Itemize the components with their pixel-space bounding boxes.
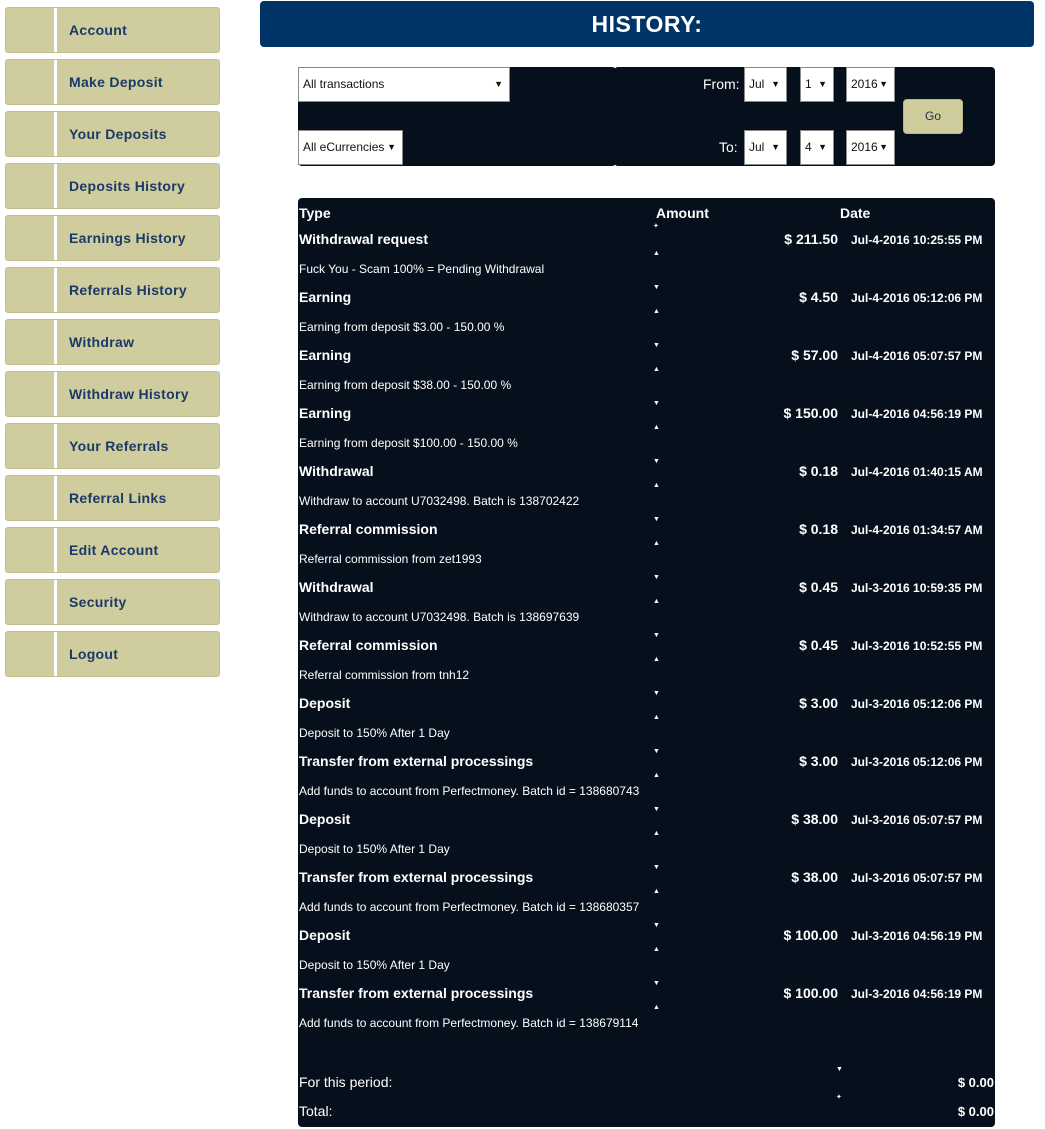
row-type: Earning [299,347,352,363]
cell-joint-mark: ▲ [653,308,660,315]
cell-joint-mark: ✦ [653,223,659,230]
menu-icon-slot [6,112,57,156]
cell-joint-mark: ▲ [653,714,660,721]
cell-joint-mark: ▼ [653,632,660,639]
table-row [298,574,995,632]
row-type: Withdrawal [299,579,374,595]
sidebar-item-security[interactable] [5,579,220,625]
cell-joint-mark: ▼ [653,400,660,407]
from-year-select[interactable] [846,67,895,102]
transaction-type-select[interactable] [298,67,510,102]
row-type: Withdrawal [299,463,374,479]
cell-joint-mark: ▼ [653,458,660,465]
cell-joint-mark: ▲ [653,366,660,373]
sidebar-item-label: Logout [69,646,119,662]
row-date: Jul-3-2016 05:07:57 PM [851,871,983,885]
sidebar-item-label: Referral Links [69,490,167,506]
menu-icon-slot [6,320,57,364]
ecurrency-value: All eCurrencies [303,140,385,154]
row-description: Add funds to account from Perfectmoney. Batch id = 138679114 [299,1016,639,1030]
menu-icon-slot [6,216,57,260]
sidebar-item-account[interactable] [5,7,220,53]
row-date: Jul-3-2016 05:12:06 PM [851,697,983,711]
row-type: Earning [299,405,352,421]
row-description: Add funds to account from Perfectmoney. Batch id = 138680357 [299,900,640,914]
menu-icon-slot [6,424,57,468]
row-type: Withdrawal request [299,231,429,247]
table-row [298,980,995,1038]
row-date: Jul-4-2016 10:25:55 PM [851,233,983,247]
cell-joint-mark: ▲ [653,888,660,895]
menu-icon-slot [6,164,57,208]
sidebar-item-label: Your Referrals [69,438,169,454]
cell-joint-mark: ▼ [653,342,660,349]
row-amount: $ 150.00 [783,405,838,421]
row-type: Earning [299,289,352,305]
row-description: Referral commission from tnh12 [299,668,470,682]
from-day-value: 1 [805,77,812,91]
menu-icon-slot [6,580,57,624]
sidebar-item-label: Make Deposit [69,74,163,90]
row-date: Jul-4-2016 01:40:15 AM [851,465,983,479]
row-amount: $ 0.45 [799,637,838,653]
table-row [298,864,995,922]
menu-icon-slot [6,60,57,104]
sidebar-item-withdraw[interactable] [5,319,220,365]
cell-joint-mark: ▲ [653,772,660,779]
sidebar-item-make-deposit[interactable] [5,59,220,105]
menu-icon-slot [6,8,57,52]
row-type: Transfer from external processings [299,985,534,1001]
period-total-label: For this period: [299,1074,393,1090]
table-row [298,690,995,748]
table-row [298,806,995,864]
row-description: Deposit to 150% After 1 Day [299,842,450,856]
column-header-date: Date [840,205,871,221]
to-year-select[interactable] [846,130,895,165]
cell-joint-mark: ▲ [653,830,660,837]
row-description: Deposit to 150% After 1 Day [299,726,450,740]
row-amount: $ 57.00 [791,347,838,363]
from-year-value: 2016 [851,77,878,91]
sidebar-item-logout[interactable] [5,631,220,677]
row-amount: $ 38.00 [791,811,838,827]
to-day-select[interactable] [800,130,834,165]
sidebar-item-label: Deposits History [69,178,186,194]
cell-joint-mark: ▼ [653,284,660,291]
row-date: Jul-4-2016 05:12:06 PM [851,291,983,305]
ecurrency-select[interactable] [298,130,403,165]
table-row [298,226,995,284]
sidebar-item-earnings-history[interactable] [5,215,220,261]
cell-joint-mark: ▲ [653,598,660,605]
cell-joint-mark: ▼ [653,516,660,523]
table-row [298,400,995,458]
table-row [298,632,995,690]
menu-icon-slot [6,632,57,676]
chevron-down-icon: ▼ [818,79,827,89]
row-amount: $ 211.50 [784,231,838,247]
chevron-down-icon: ▼ [494,79,503,89]
cell-joint-mark: ✦ [836,1094,842,1101]
period-total-value: $ 0.00 [957,1075,994,1090]
sidebar-menu [5,7,220,683]
row-type: Deposit [299,695,351,711]
row-amount: $ 3.00 [799,695,838,711]
cell-joint-mark: ▼ [653,806,660,813]
page-title: HISTORY: [260,1,1034,47]
row-type: Referral commission [299,637,438,653]
sidebar-item-label: Withdraw History [69,386,189,402]
chevron-down-icon: ▼ [771,142,780,152]
chevron-down-icon: ▼ [879,142,888,152]
to-day-value: 4 [805,140,812,154]
row-date: Jul-3-2016 05:12:06 PM [851,755,983,769]
cell-joint-mark: ▼ [653,864,660,871]
from-day-select[interactable] [800,67,834,102]
row-amount: $ 38.00 [791,869,838,885]
row-description: Add funds to account from Perfectmoney. Batch id = 138680743 [299,784,640,798]
table-row [298,922,995,980]
cell-joint-mark: ▲ [653,1004,660,1011]
go-button[interactable]: Go [903,99,963,134]
column-header-amount: Amount [656,205,709,221]
sidebar-item-deposits-history[interactable] [5,163,220,209]
to-month-select[interactable] [744,130,787,165]
row-date: Jul-3-2016 10:52:55 PM [851,639,983,653]
table-row [298,342,995,400]
row-amount: $ 4.50 [799,289,838,305]
menu-icon-slot [6,528,57,572]
row-amount: $ 0.45 [799,579,838,595]
row-amount: $ 100.00 [783,927,838,943]
cell-joint-mark: ▲ [653,424,660,431]
menu-icon-slot [6,268,57,312]
row-type: Transfer from external processings [299,753,534,769]
row-description: Withdraw to account U7032498. Batch is 138702422 [299,494,580,508]
sidebar-item-label: Your Deposits [69,126,167,142]
table-row [298,284,995,342]
grand-total-label: Total: [299,1103,333,1119]
sidebar-item-your-referrals[interactable] [5,423,220,469]
cell-joint-mark: ▼ [836,1066,843,1073]
transaction-type-value: All transactions [303,77,385,91]
cell-joint-mark: ▼ [653,574,660,581]
row-date: Jul-3-2016 04:56:19 PM [851,929,983,943]
row-date: Jul-4-2016 04:56:19 PM [851,407,983,421]
chevron-down-icon: ▼ [879,79,888,89]
chevron-down-icon: ▼ [771,79,780,89]
row-description: Referral commission from zet1993 [299,552,482,566]
sidebar-item-referral-links[interactable] [5,475,220,521]
to-month-value: Jul [749,140,765,154]
menu-icon-slot [6,372,57,416]
from-label: From: [703,76,740,92]
cell-joint-mark: ▲ [653,656,660,663]
chevron-down-icon: ▼ [818,142,827,152]
cell-joint-mark: ▲ [653,540,660,547]
row-description: Deposit to 150% After 1 Day [299,958,450,972]
from-month-value: Jul [749,77,765,91]
sidebar-item-referrals-history[interactable] [5,267,220,313]
row-type: Transfer from external processings [299,869,534,885]
cell-joint-mark: ▲ [653,250,660,257]
row-description: Earning from deposit $3.00 - 150.00 % [299,320,505,334]
table-row [298,458,995,516]
sidebar-item-label: Referrals History [69,282,187,298]
row-amount: $ 0.18 [799,521,838,537]
cell-joint-mark: ▲ [653,946,660,953]
row-date: Jul-3-2016 04:56:19 PM [851,987,983,1001]
sidebar-item-your-deposits[interactable] [5,111,220,157]
chevron-down-icon: ▼ [387,142,396,152]
row-amount: $ 3.00 [799,753,838,769]
table-row [298,748,995,806]
row-type: Deposit [299,927,351,943]
row-date: Jul-3-2016 05:07:57 PM [851,813,983,827]
sidebar-item-label: Security [69,594,127,610]
cell-joint-mark: ▼ [653,980,660,987]
sidebar-item-edit-account[interactable] [5,527,220,573]
row-date: Jul-4-2016 05:07:57 PM [851,349,983,363]
history-table [298,198,995,1127]
row-type: Deposit [299,811,351,827]
to-label: To: [719,139,738,155]
sidebar-item-label: Earnings History [69,230,186,246]
grand-total-value: $ 0.00 [957,1104,994,1119]
row-date: Jul-3-2016 10:59:35 PM [851,581,983,595]
row-description: Earning from deposit $100.00 - 150.00 % [299,436,518,450]
table-row [298,516,995,574]
sidebar-item-label: Withdraw [69,334,135,350]
row-description: Earning from deposit $38.00 - 150.00 % [299,378,512,392]
from-month-select[interactable] [744,67,787,102]
sidebar-item-withdraw-history[interactable] [5,371,220,417]
row-description: Fuck You - Scam 100% = Pending Withdrawal [299,262,545,276]
cell-joint-mark: ▼ [653,922,660,929]
menu-icon-slot [6,476,57,520]
row-type: Referral commission [299,521,438,537]
cell-joint-mark: ▼ [653,748,660,755]
cell-joint-mark: ▲ [653,482,660,489]
sidebar-item-label: Account [69,22,128,38]
column-header-type: Type [299,205,331,221]
to-year-value: 2016 [851,140,878,154]
sidebar-item-label: Edit Account [69,542,159,558]
row-amount: $ 0.18 [799,463,838,479]
cell-joint-mark: ▼ [653,690,660,697]
row-amount: $ 100.00 [783,985,838,1001]
row-description: Withdraw to account U7032498. Batch is 138697639 [299,610,580,624]
row-date: Jul-4-2016 01:34:57 AM [851,523,983,537]
